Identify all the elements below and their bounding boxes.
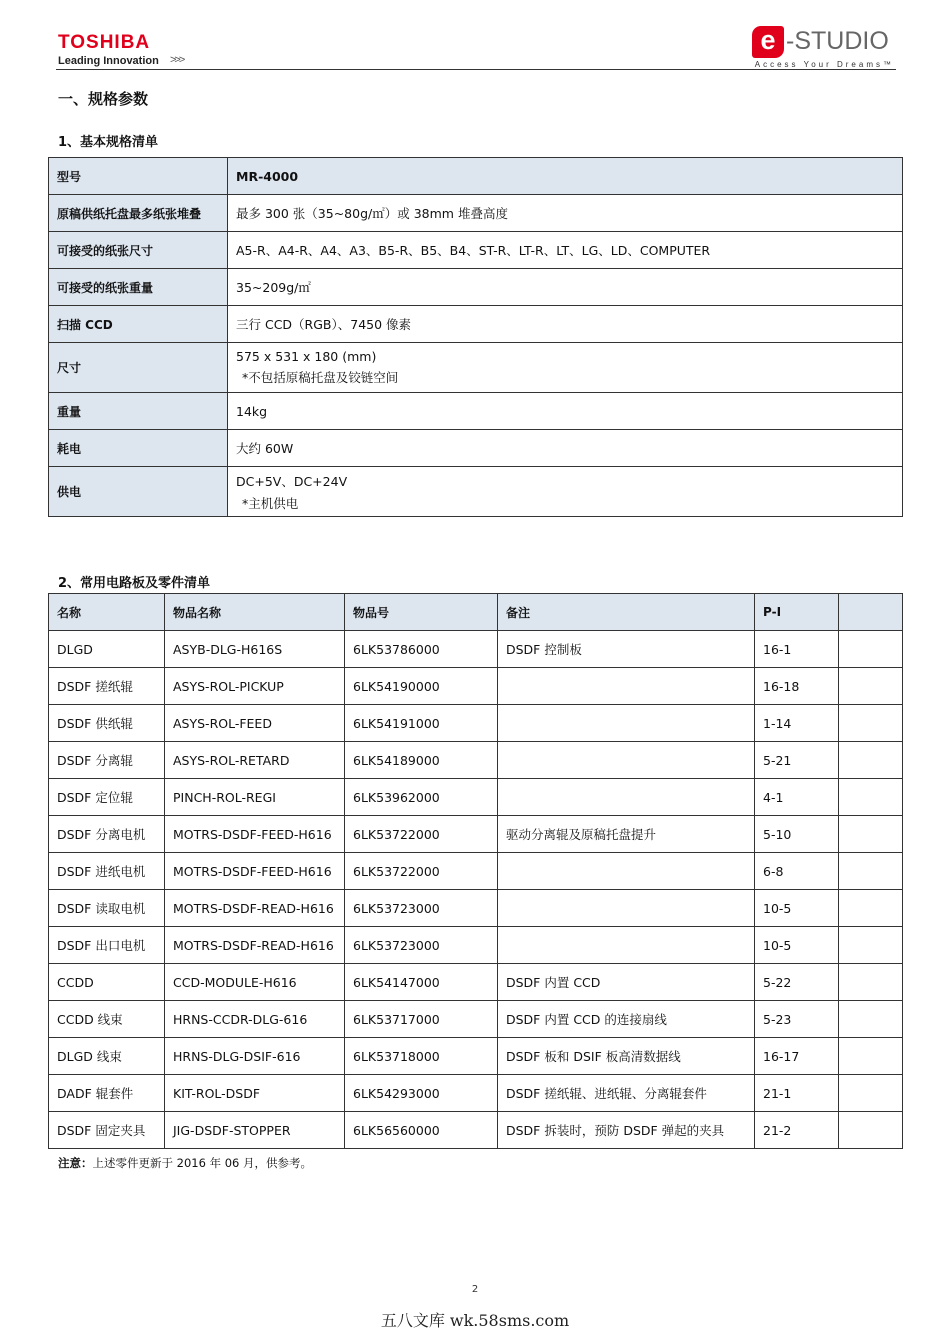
table-cell: 6-8 [755,853,839,890]
table-cell: 6LK54189000 [345,742,498,779]
table-cell: 6LK56560000 [345,1112,498,1149]
table-cell: MOTRS-DSDF-FEED-H616 [165,853,345,890]
spec-key: 重量 [49,393,228,430]
table-cell: 6LK54293000 [345,1075,498,1112]
table-cell [498,668,755,705]
table-cell: DSDF 供纸辊 [49,705,165,742]
table-cell: HRNS-DLG-DSIF-616 [165,1038,345,1075]
table-cell: 6LK53962000 [345,779,498,816]
spec-value [228,343,903,393]
table-cell: DSDF 定位辊 [49,779,165,816]
table-cell [498,890,755,927]
column-header: 备注 [498,594,755,631]
spec-value [228,393,903,430]
spec-table [48,157,903,517]
spec-value-line: 最多 300 张（35~80g/㎡）或 38mm 堆叠高度 [236,206,508,221]
column-header: 名称 [49,594,165,631]
spec-value-line: A5-R、A4-R、A4、A3、B5-R、B5、B4、ST-R、LT-R、LT、LG、LD、COMPUTER [236,243,711,258]
tagline-chevrons-icon: >>> [170,54,184,66]
table-cell: ASYS-ROL-PICKUP [165,668,345,705]
table-row [49,705,903,742]
spec-key: 扫描 CCD [49,306,228,343]
table-cell: CCDD 线束 [49,1001,165,1038]
spec-row [49,430,903,467]
table-row [49,853,903,890]
table-cell: ASYB-DLG-H616S [165,631,345,668]
spec-value-line: 大约 60W [236,441,294,456]
table-cell [839,705,903,742]
spec-key: 原稿供纸托盘最多纸张堆叠 [49,195,228,232]
spec-value-note: *不包括原稿托盘及铰链空间 [242,370,399,385]
estudio-logo-text: -STUDIO [786,27,889,55]
table-row [49,1001,903,1038]
table-cell: DSDF 进纸电机 [49,853,165,890]
table-row [49,742,903,779]
spec-row [49,393,903,430]
table-row [49,779,903,816]
estudio-e-icon: e [752,26,784,58]
spec-value-line: 575 x 531 x 180 (mm) [236,349,377,364]
table-cell [839,1001,903,1038]
footnote [58,1155,312,1171]
table-cell: DSDF 控制板 [498,631,755,668]
table-cell: 6LK53717000 [345,1001,498,1038]
table-cell: 6LK53722000 [345,853,498,890]
table-cell: MOTRS-DSDF-READ-H616 [165,927,345,964]
table-cell: DSDF 内置 CCD 的连接扇线 [498,1001,755,1038]
table-row [49,1112,903,1149]
table-cell: DSDF 固定夹具 [49,1112,165,1149]
table-cell [839,816,903,853]
table-cell [839,1075,903,1112]
table-cell [498,927,755,964]
footnote-label: 注意： [58,1156,93,1170]
watermark-footer: 五八文库 wk.58sms.com [380,1311,570,1330]
spec-key: 可接受的纸张尺寸 [49,232,228,269]
table-cell: 驱动分离辊及原稿托盘提升 [498,816,755,853]
table-cell: 6LK53718000 [345,1038,498,1075]
spec-value-note: *主机供电 [242,495,299,511]
table-cell: 10-5 [755,890,839,927]
table-cell: 6LK53786000 [345,631,498,668]
table-cell: JIG-DSDF-STOPPER [165,1112,345,1149]
table-cell: MOTRS-DSDF-FEED-H616 [165,816,345,853]
table-cell: 6LK54190000 [345,668,498,705]
estudio-logo [752,24,889,58]
table-cell: 16-17 [755,1038,839,1075]
table-cell: 5-22 [755,964,839,1001]
table-cell: 6LK53723000 [345,927,498,964]
spec-value-line: MR-4000 [236,168,299,184]
table-cell: DSDF 读取电机 [49,890,165,927]
table-cell: 5-23 [755,1001,839,1038]
table-cell: 5-10 [755,816,839,853]
table-cell: DLGD [49,631,165,668]
table-cell [498,705,755,742]
table-cell: 5-21 [755,742,839,779]
header-divider [56,69,896,70]
column-header: P-I [755,594,839,631]
column-header: 物品名称 [165,594,345,631]
table-cell: MOTRS-DSDF-READ-H616 [165,890,345,927]
parts-table-title: 2、常用电路板及零件清单 [58,576,211,591]
table-cell: DSDF 搓纸辊、进纸辊、分离辊套件 [498,1075,755,1112]
table-cell: 6LK54191000 [345,705,498,742]
table-cell [498,742,755,779]
spec-key: 可接受的纸张重量 [49,269,228,306]
spec-key: 尺寸 [49,343,228,393]
page-header [56,22,896,72]
table-cell: 21-1 [755,1075,839,1112]
spec-row [49,306,903,343]
table-cell [839,890,903,927]
table-cell [839,1038,903,1075]
spec-value [228,195,903,232]
table-cell [839,927,903,964]
spec-key: 型号 [49,158,228,195]
table-cell: DSDF 内置 CCD [498,964,755,1001]
table-cell: ASYS-ROL-FEED [165,705,345,742]
spec-row [49,195,903,232]
spec-value [228,269,903,306]
table-cell: KIT-ROL-DSDF [165,1075,345,1112]
table-cell [839,1112,903,1149]
spec-row [49,232,903,269]
column-header [839,594,903,631]
table-cell [839,668,903,705]
column-header: 物品号 [345,594,498,631]
table-cell: DSDF 搓纸辊 [49,668,165,705]
spec-row [49,343,903,393]
spec-row [49,467,903,517]
table-cell [839,779,903,816]
table-cell: DADF 辊套件 [49,1075,165,1112]
table-cell: 1-14 [755,705,839,742]
spec-table-title: 1、基本规格清单 [58,135,159,150]
table-cell: CCDD [49,964,165,1001]
table-row [49,964,903,1001]
table-row [49,1038,903,1075]
table-cell: DSDF 板和 DSIF 板高清数据线 [498,1038,755,1075]
page-number: 2 [471,1284,479,1295]
table-cell [839,742,903,779]
table-row [49,668,903,705]
spec-row [49,269,903,306]
spec-value-line: 三行 CCD（RGB）、7450 像素 [236,317,412,332]
table-cell [839,631,903,668]
table-cell: PINCH-ROL-REGI [165,779,345,816]
table-cell: 21-2 [755,1112,839,1149]
spec-value [228,306,903,343]
spec-row [49,158,903,195]
spec-value-line: 35~209g/㎡ [236,280,311,295]
table-cell: DLGD 线束 [49,1038,165,1075]
table-cell [498,853,755,890]
spec-value [228,232,903,269]
product-slogan: Access Your Dreams™ [754,60,894,69]
table-cell: DSDF 拆装时，预防 DSDF 弹起的夹具 [498,1112,755,1149]
spec-value-line: 14kg [236,403,268,419]
table-cell [839,853,903,890]
table-row [49,1075,903,1112]
spec-key: 供电 [49,467,228,517]
table-cell: 6LK53722000 [345,816,498,853]
footnote-text: 上述零件更新于 2016 年 06 月，供参考。 [92,1156,313,1170]
table-cell: 4-1 [755,779,839,816]
spec-value [228,467,903,517]
table-cell: HRNS-CCDR-DLG-616 [165,1001,345,1038]
table-cell: ASYS-ROL-RETARD [165,742,345,779]
table-row [49,631,903,668]
spec-value-line: DC+5V、DC+24V [236,473,348,489]
table-cell: DSDF 分离电机 [49,816,165,853]
table-row [49,816,903,853]
spec-value [228,158,903,195]
toshiba-logo: TOSHIBA [58,32,151,53]
table-cell [498,779,755,816]
table-cell: 10-5 [755,927,839,964]
section-title: 一、规格参数 [58,90,149,108]
spec-key: 耗电 [49,430,228,467]
table-cell: DSDF 分离辊 [49,742,165,779]
table-cell [839,964,903,1001]
table-cell: DSDF 出口电机 [49,927,165,964]
table-row [49,927,903,964]
table-cell: 16-18 [755,668,839,705]
spec-value [228,430,903,467]
table-cell: CCD-MODULE-H616 [165,964,345,1001]
table-cell: 16-1 [755,631,839,668]
table-cell: 6LK53723000 [345,890,498,927]
table-cell: 6LK54147000 [345,964,498,1001]
table-header-row [49,594,903,631]
table-row [49,890,903,927]
tagline: Leading Innovation [58,55,159,67]
parts-table [48,593,903,1149]
